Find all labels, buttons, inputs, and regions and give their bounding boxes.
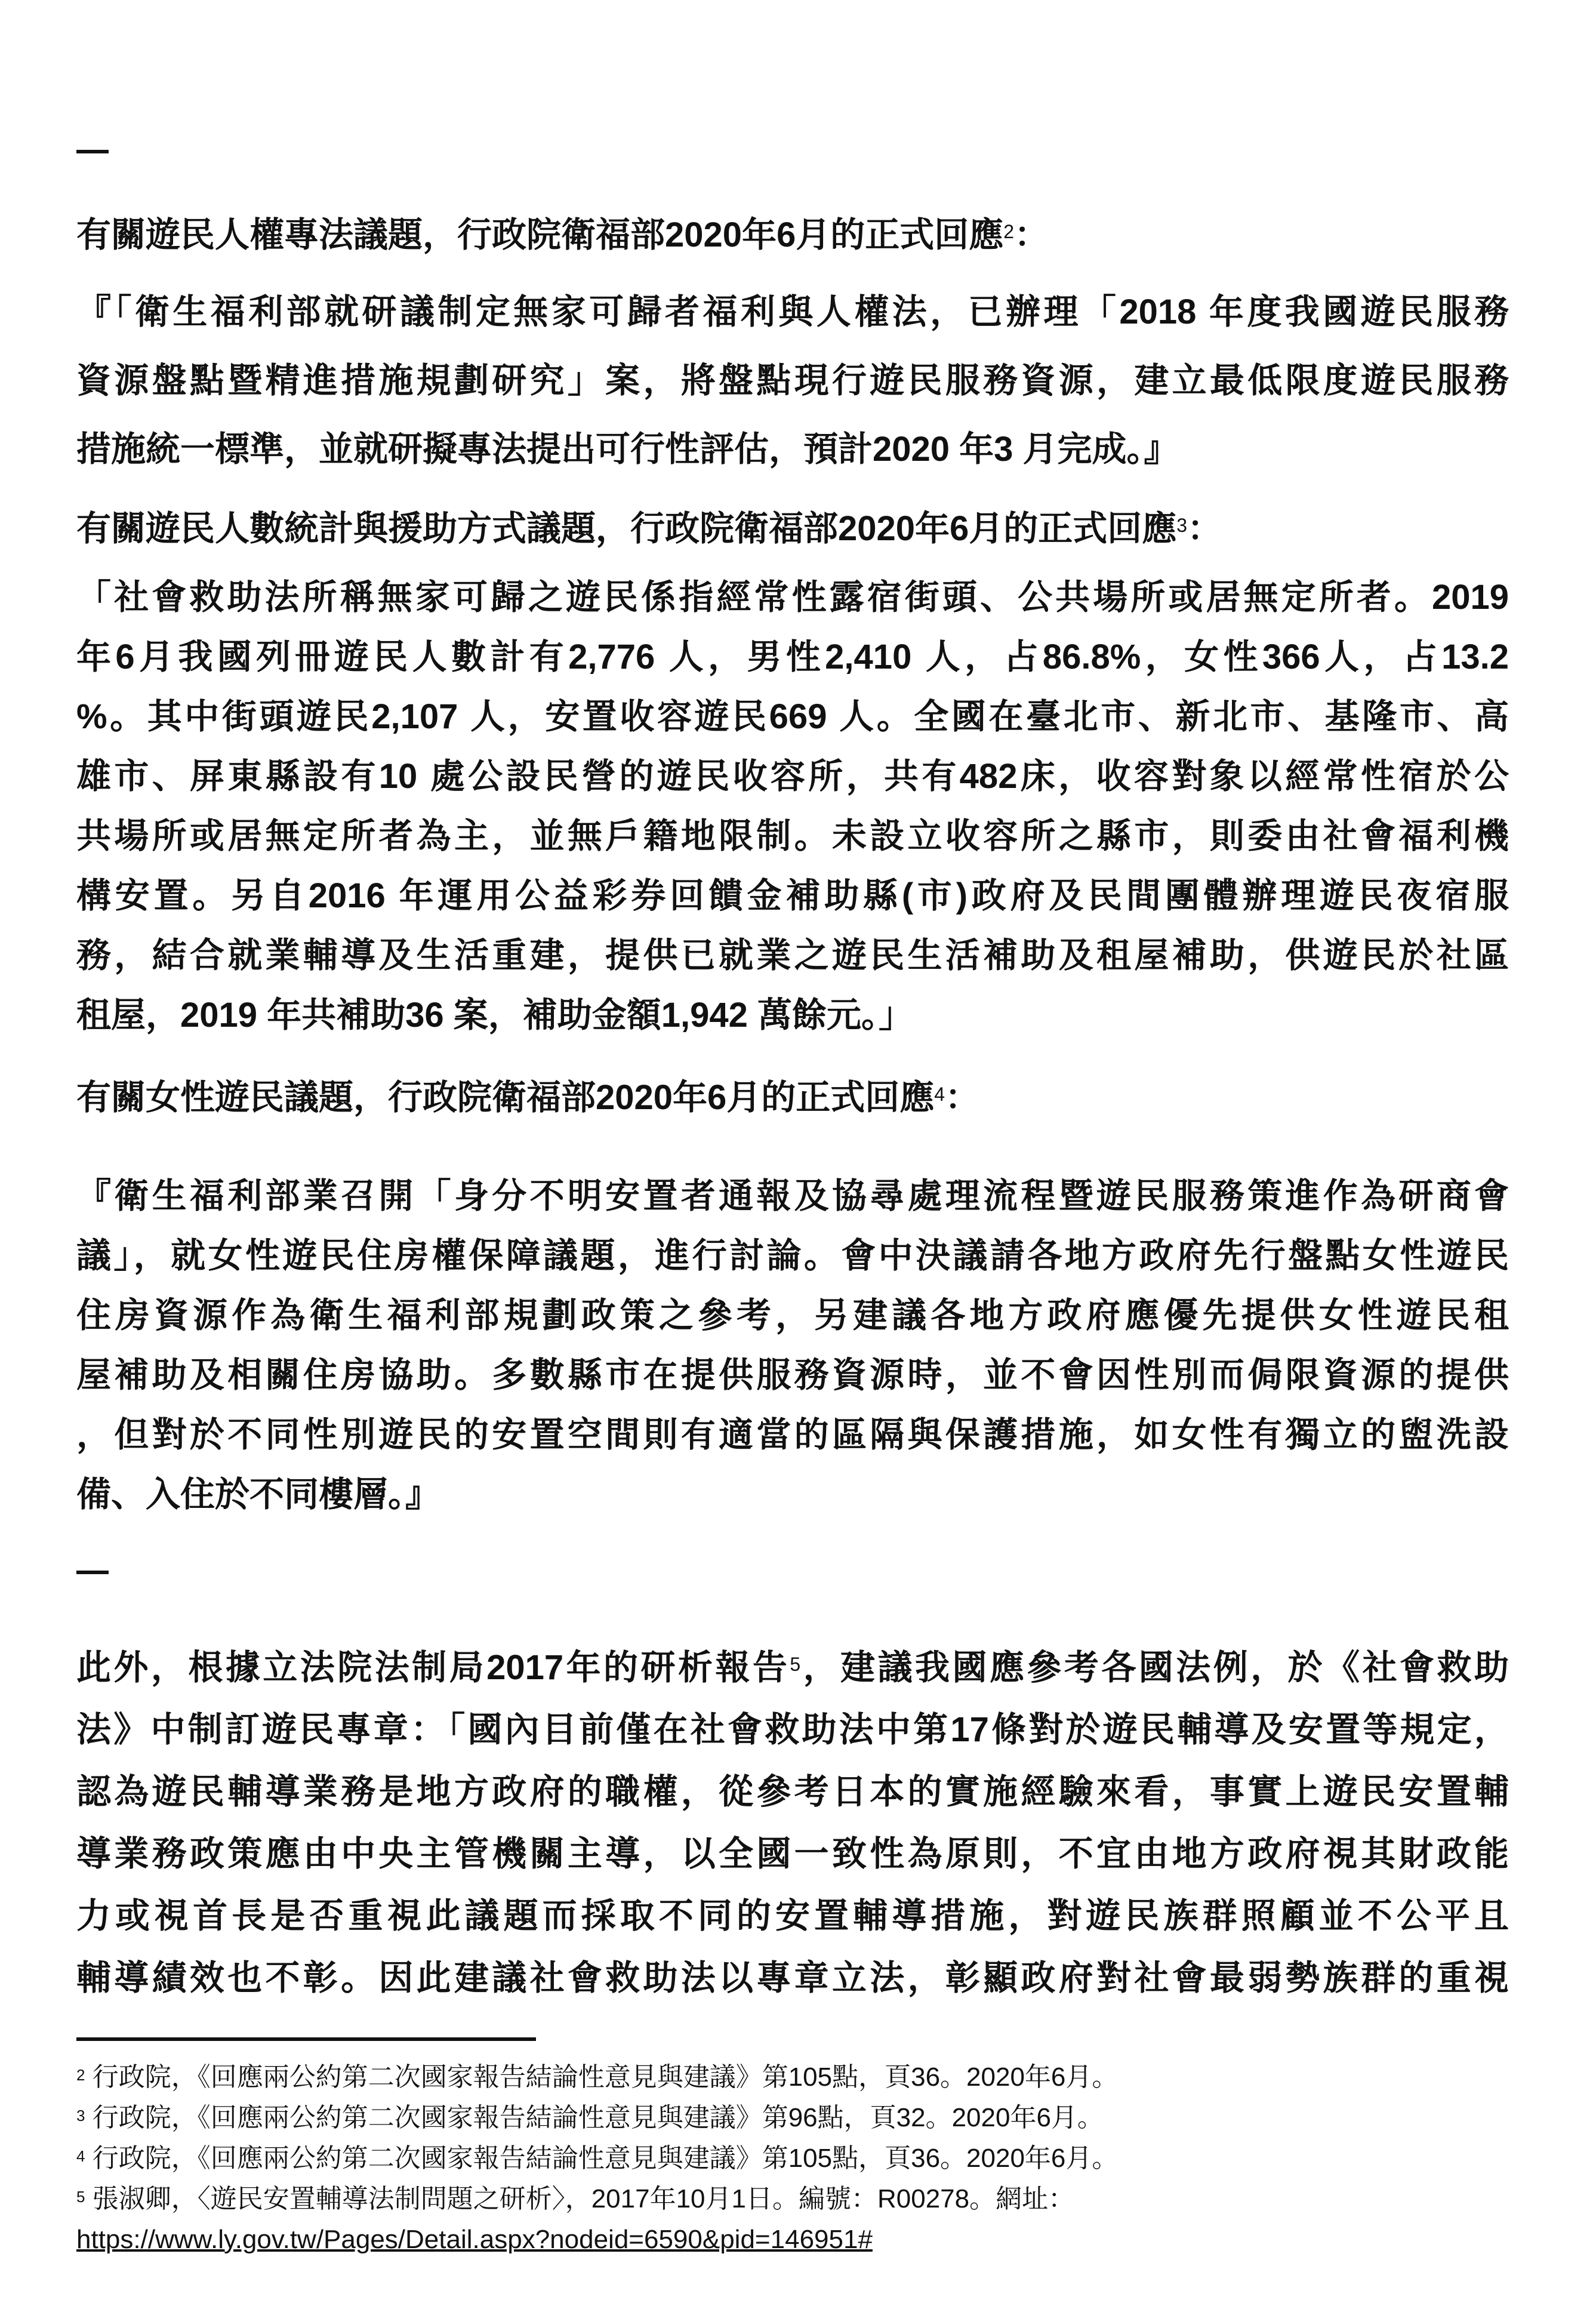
paragraph-text: 此外，根據立法院法制局2017年的研析報告 — [76, 1648, 790, 1687]
footnote-3 — [76, 2100, 1104, 2136]
heading-text: 有關遊民人權專法議題，行政院衛福部2020年6月的正式回應 — [76, 215, 1004, 254]
quote-line: 備、入住於不同樓層。』 — [76, 1475, 440, 1514]
heading-tail: ： — [945, 1078, 980, 1117]
section-divider — [76, 1571, 109, 1574]
section-divider — [76, 150, 109, 153]
paragraph-line: 輔導績效也不彰。因此建議社會救助法以專章立法，彰顯政府對社會最弱勢族群的重視 — [76, 1959, 1509, 1997]
footnote-text: 行政院，《回應兩公約第二次國家報告結論性意見與建議》第105點，頁36。2020年6月。 — [92, 2062, 1119, 2092]
footnote-ref[interactable]: 2 — [1003, 221, 1015, 242]
footnote-number: 3 — [76, 2107, 85, 2125]
quote-line: 共場所或居無定所者為主，並無戶籍地限制。未設立收容所之縣市，則委由社會福利機 — [76, 817, 1509, 855]
paragraph-line: 力或視首長是否重視此議題而採取不同的安置輔導措施，對遊民族群照顧並不公平且 — [76, 1896, 1509, 1935]
footnote-text: 行政院，《回應兩公約第二次國家報告結論性意見與建議》第96點，頁32。2020年6月。 — [92, 2103, 1104, 2132]
quote-line: 措施統一標準，並就研擬專法提出可行性評估，預計2020 年3 月完成。』 — [76, 430, 1179, 469]
quote-line: 「社會救助法所稱無家可歸之遊民係指經常性露宿街頭、公共場所或居無定所者。2019 — [76, 578, 1509, 617]
quote-line: %。其中街頭遊民2,107 人，安置收容遊民669 人。全國在臺北市、新北市、基隆市、高 — [76, 697, 1509, 736]
footnote-5-url-line — [76, 2222, 873, 2258]
footnote-text: 行政院，《回應兩公約第二次國家報告結論性意見與建議》第105點，頁36。2020年6月。 — [92, 2144, 1119, 2173]
footnote-ref[interactable]: 4 — [934, 1083, 945, 1105]
quote-line: ，但對於不同性別遊民的安置空間則有適當的區隔與保護措施，如女性有獨立的盥洗設 — [76, 1415, 1509, 1454]
quote-line: 議」，就女性遊民住房權保障議題，進行討論。會中決議請各地方政府先行盤點女性遊民 — [76, 1236, 1509, 1275]
body-paragraph — [76, 1637, 1509, 2009]
footnote-number: 2 — [76, 2066, 85, 2084]
quote-line: 『「衛生福利部就研議制定無家可歸者福利與人權法，已辦理「2018 年度我國遊民服務 — [76, 293, 1509, 331]
quote-female-homeless — [76, 1166, 1509, 1525]
quote-line: 年6月我國列冊遊民人數計有2,776 人，男性2,410 人，占86.8%，女性366人，占13.2 — [76, 638, 1509, 676]
footnote-4 — [76, 2141, 1118, 2176]
quote-line: 屋補助及相關住房協助。多數縣市在提供服務資源時，並不會因性別而侷限資源的提供 — [76, 1356, 1509, 1394]
quote-line: 租屋，2019 年共補助36 案，補助金額1,942 萬餘元。」 — [76, 996, 914, 1035]
footnote-separator — [76, 2037, 536, 2041]
quote-statistics — [76, 568, 1509, 1045]
quote-line: 雄市、屏東縣設有10 處公設民營的遊民收容所，共有482床，收容對象以經常性宿於公 — [76, 757, 1509, 796]
heading-statistics — [76, 505, 1222, 553]
footnote-url-link[interactable]: https://www.ly.gov.tw/Pages/Detail.aspx?nodeid=6590&pid=146951# — [76, 2225, 873, 2254]
quote-human-rights-law — [76, 278, 1509, 484]
heading-text: 有關遊民人數統計與援助方式議題，行政院衛福部2020年6月的正式回應 — [76, 509, 1177, 548]
footnote-2 — [76, 2059, 1118, 2095]
quote-line: 住房資源作為衛生福利部規劃政策之參考，另建議各地方政府應優先提供女性遊民租 — [76, 1296, 1509, 1335]
footnote-number: 5 — [76, 2188, 85, 2206]
heading-female-homeless — [76, 1074, 979, 1122]
quote-line: 務，結合就業輔導及生活重建，提供已就業之遊民生活補助及租屋補助，供遊民於社區 — [76, 936, 1509, 975]
footnote-text: 張淑卿，〈遊民安置輔導法制問題之研析〉，2017年10月1日。編號：R00278。網址： — [92, 2184, 1075, 2213]
paragraph-text: ，建議我國應參考各國法例，於《社會救助 — [800, 1648, 1509, 1687]
heading-tail: ： — [1187, 509, 1222, 548]
footnote-ref[interactable]: 3 — [1176, 515, 1188, 536]
paragraph-line — [76, 1637, 1509, 1699]
heading-human-rights-law — [76, 211, 1049, 259]
heading-tail: ： — [1014, 215, 1049, 254]
paragraph-line: 認為遊民輔導業務是地方政府的職權，從參考日本的實施經驗來看，事實上遊民安置輔 — [76, 1772, 1509, 1811]
quote-line: 資源盤點暨精進措施規劃研究」案，將盤點現行遊民服務資源，建立最低限度遊民服務 — [76, 361, 1509, 400]
heading-text: 有關女性遊民議題，行政院衛福部2020年6月的正式回應 — [76, 1078, 935, 1117]
footnote-5 — [76, 2181, 1074, 2217]
quote-line: 『衛生福利部業召開「身分不明安置者通報及協尋處理流程暨遊民服務策進作為研商會 — [76, 1177, 1509, 1215]
footnote-ref[interactable]: 5 — [790, 1654, 801, 1675]
paragraph-line: 導業務政策應由中央主管機關主導，以全國一致性為原則，不宜由地方政府視其財政能 — [76, 1834, 1509, 1873]
quote-line: 構安置。另自2016 年運用公益彩券回饋金補助縣(市)政府及民間團體辦理遊民夜宿服 — [76, 876, 1509, 915]
paragraph-line: 法》中制訂遊民專章：「國內目前僅在社會救助法中第17條對於遊民輔導及安置等規定， — [76, 1710, 1509, 1749]
footnote-number: 4 — [76, 2147, 85, 2165]
